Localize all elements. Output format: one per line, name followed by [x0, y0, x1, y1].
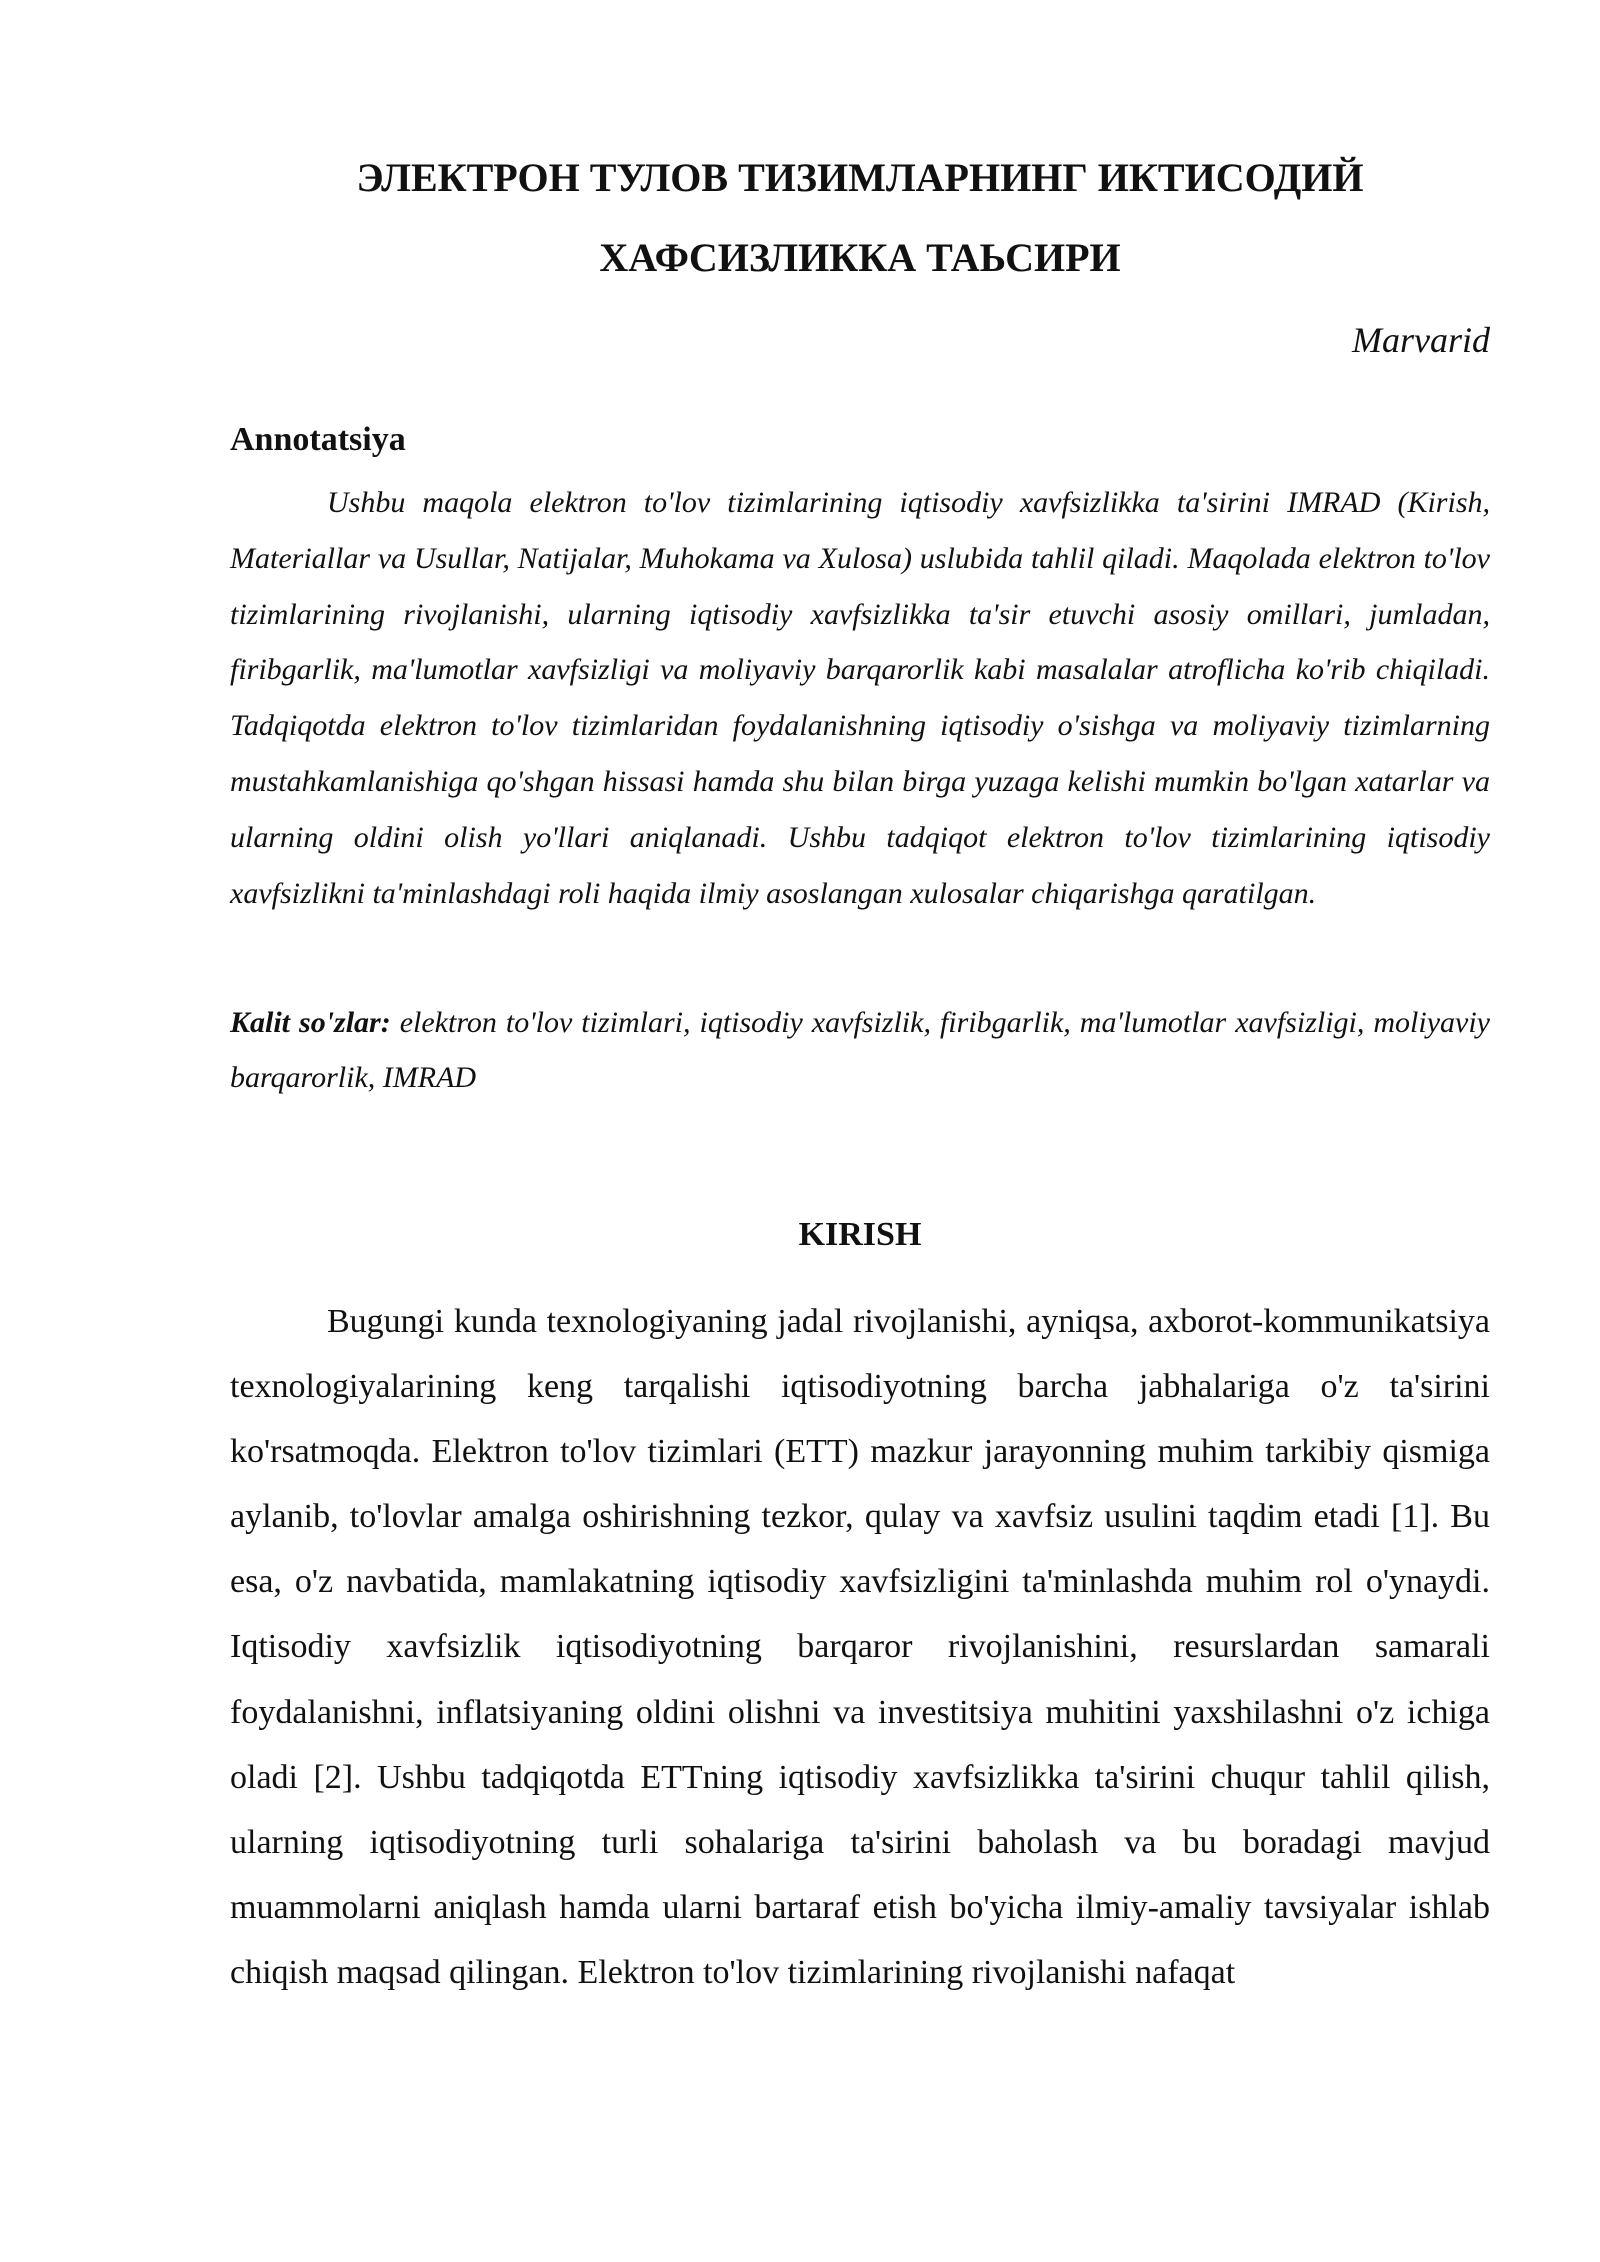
keywords-label: Kalit so'zlar: — [230, 1006, 391, 1039]
introduction-paragraph: Bugungi kunda texnologiyaning jadal rivojlanishi, ayniqsa, axborot-kommunikatsiya texnologiyalarining keng tarqalishi iqtisodiyotning barcha jabhalariga o'z ta'sirini ko'rsatmoqda. Elektron to'lov tizimlari (ETT) mazkur jarayonning muhim tarkibiy qismiga aylanib, to'lovlar amalga oshirishning tezkor, qulay va xavfsiz usulini taqdim etadi [1]. Bu esa, o'z navbatida, mamlakatning iqtisodiy xavfsizligini ta'minlashda muhim rol o'ynaydi. Iqtisodiy xavfsizlik iqtisodiyotning barqaror rivojlanishini, resurslardan samarali foydalanishni, inflatsiyaning oldini olishni va investitsiya muhitini yaxshilashni o'z ichiga oladi [2]. Ushbu tadqiqotda ETTning iqtisodiy xavfsizlikka ta'sirini chuqur tahlil qilish, ularning iqtisodiyotning turli sohalariga ta'sirini baholash va bu boradagi mavjud muammolarni aniqlash hamda ularni bartaraf etish bo'yicha ilmiy-amaliy tavsiyalar ishlab chiqish maqsad qilingan. Elektron to'lov tizimlarining rivojlanishi nafaqat — [230, 1303, 1490, 1991]
abstract-paragraph: Ushbu maqola elektron to'lov tizimlarining iqtisodiy xavfsizlikka ta'sirini IMRAD (Kirish, Materiallar va Usullar, Natijalar, Muhokama va Xulosa) uslubida tahlil qiladi. Maqolada elektron to'lov tizimlarining rivojlanishi, ularning iqtisodiy xavfsizlikka ta'sir etuvchi asosiy omillari, jumladan, firibgarlik, ma'lumotlar xavfsizligi va moliyaviy barqarorlik kabi masalalar atroflicha ko'rib chiqiladi. Tadqiqotda elektron to'lov tizimlaridan foydalanishning iqtisodiy o'sishga va moliyaviy tizimlarning mustahkamlanishiga qo'shgan hissasi hamda shu bilan birga yuzaga kelishi mumkin bo'lgan xatarlar va ularning oldini olish yo'llari aniqlanadi. Ushbu tadqiqot elektron to'lov tizimlarining iqtisodiy xavfsizlikni ta'minlashdagi roli haqida ilmiy asoslangan xulosalar chiqarishga qaratilgan. — [230, 486, 1490, 910]
document-title — [230, 138, 1490, 298]
title-line-1: ЭЛЕКТРОН ТУЛОВ ТИЗИМЛАРНИНГ ИКТИСОДИЙ — [356, 155, 1364, 200]
keywords-paragraph — [230, 995, 1490, 1105]
document-page — [230, 0, 1490, 2262]
abstract-heading: Annotatsiya — [230, 421, 406, 458]
title-line-2: ХАФСИЗЛИККА ТАЬСИРИ — [599, 235, 1121, 280]
keywords-text: elektron to'lov tizimlari, iqtisodiy xavfsizlik, firibgarlik, ma'lumotlar xavfsizligi, moliyaviy barqarorlik, IMRAD — [230, 1006, 1490, 1094]
author-name: Marvarid — [1352, 320, 1490, 360]
section-heading-introduction: KIRISH — [798, 1216, 922, 1253]
